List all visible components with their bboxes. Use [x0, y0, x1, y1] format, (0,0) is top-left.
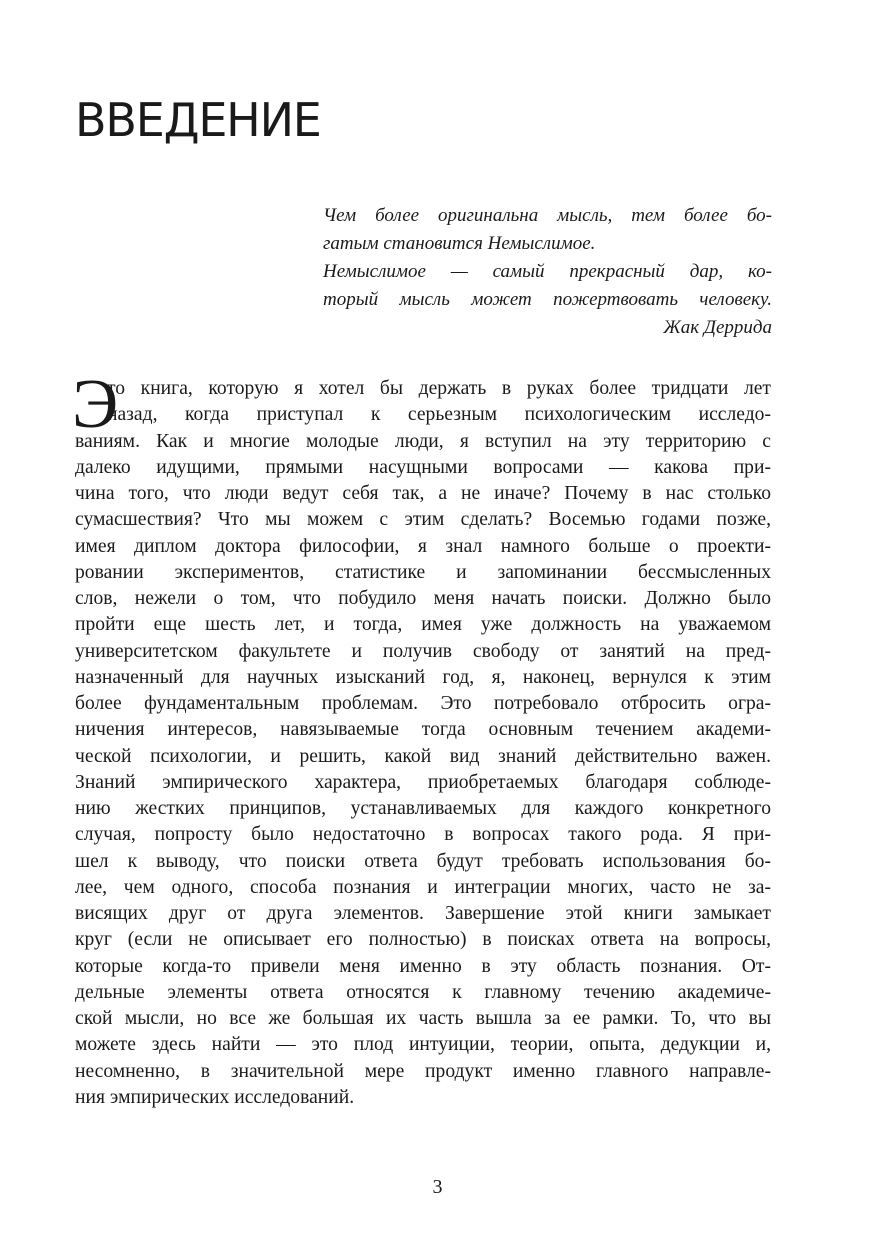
body-line: можете здесь найти — это плод интуиции, теории, опыта, дедукции и,: [75, 1034, 771, 1056]
body-line: круг (если не описывает его полностью) в поисках ответа на вопросы,: [75, 929, 771, 951]
body-line: пройти еще шесть лет, и тогда, имея уже должность на уважаемом: [75, 614, 771, 636]
epigraph: [323, 202, 772, 342]
body-line: слов, нежели о том, что побудило меня начать поиски. Должно было: [75, 588, 771, 609]
body-line: университетском факультете и получив свободу от занятий на пред-: [75, 640, 771, 662]
drop-cap: Э: [72, 366, 119, 443]
body-line: ваниям. Как и многие молодые люди, я вступил на эту территорию с: [75, 430, 771, 452]
body-line: далеко идущими, прямыми насущными вопросами — какова при-: [75, 456, 771, 478]
body-line: случая, попросту было недостаточно в вопросах такого рода. Я при-: [75, 824, 771, 846]
body-line: которые когда-то привели меня именно в эту область познания. От-: [75, 955, 771, 977]
epigraph-author: Жак Деррида: [663, 317, 772, 338]
body-line: несомненно, в значительной мере продукт именно главного направле-: [75, 1060, 771, 1082]
body-line: ческой психологии, и решить, какой вид знаний действительно важен.: [75, 745, 771, 767]
body-line: более фундаментальным проблемам. Это потребовало отбросить огра-: [75, 693, 771, 714]
body-line: ничения интересов, навязываемые тогда основным течением академи-: [75, 719, 771, 741]
body-line: ровании экспериментов, статистике и запоминании бессмысленных: [75, 561, 771, 583]
page-title: ВВЕДЕНИЕ: [75, 93, 321, 147]
body-line: ния эмпирических исследований.: [75, 1086, 355, 1108]
body-line: сумасшествия? Что мы можем с этим сделать? Восемью годами позже,: [75, 509, 771, 531]
body-line: Знаний эмпирического характера, приобретаемых благодаря соблюде-: [75, 771, 771, 793]
body-line: дельные элементы ответа относятся к главному течению академиче-: [75, 981, 771, 1003]
body-line: нию жестких принципов, устанавливаемых для каждого конкретного: [75, 798, 771, 819]
body-line: шел к выводу, что поиски ответа будут требовать использования бо-: [75, 850, 771, 872]
epigraph-line: Чем более оригинальна мысль, тем более бо-: [323, 205, 772, 226]
epigraph-line: гатым становится Немыслимое.: [323, 233, 596, 254]
body-line: назад, когда приступал к серьезным психологическим исследо-: [107, 404, 771, 426]
body-line: висящих друг от друга элементов. Завершение этой книги замыкает: [75, 903, 771, 924]
epigraph-line: торый мысль может пожертвовать человеку.: [323, 289, 772, 310]
page-number: 3: [432, 1176, 443, 1198]
body-line: ской мысли, но все же большая их часть вышла за ее рамки. То, что вы: [75, 1008, 771, 1029]
body-line: чина того, что люди ведут себя так, а не иначе? Почему в нас столько: [75, 483, 771, 504]
body-line: назначенный для научных изысканий год, я, наконец, вернулся к этим: [75, 666, 771, 688]
epigraph-line: Немыслимое — самый прекрасный дар, ко-: [323, 261, 772, 282]
body-line: то книга, которую я хотел бы держать в руках более тридцати лет: [107, 378, 771, 399]
body-line: лее, чем одного, способа познания и интеграции многих, часто не за-: [75, 876, 771, 898]
body-paragraph: [72, 366, 771, 1111]
body-line: имея диплом доктора философии, я знал намного больше о проекти-: [75, 535, 771, 557]
